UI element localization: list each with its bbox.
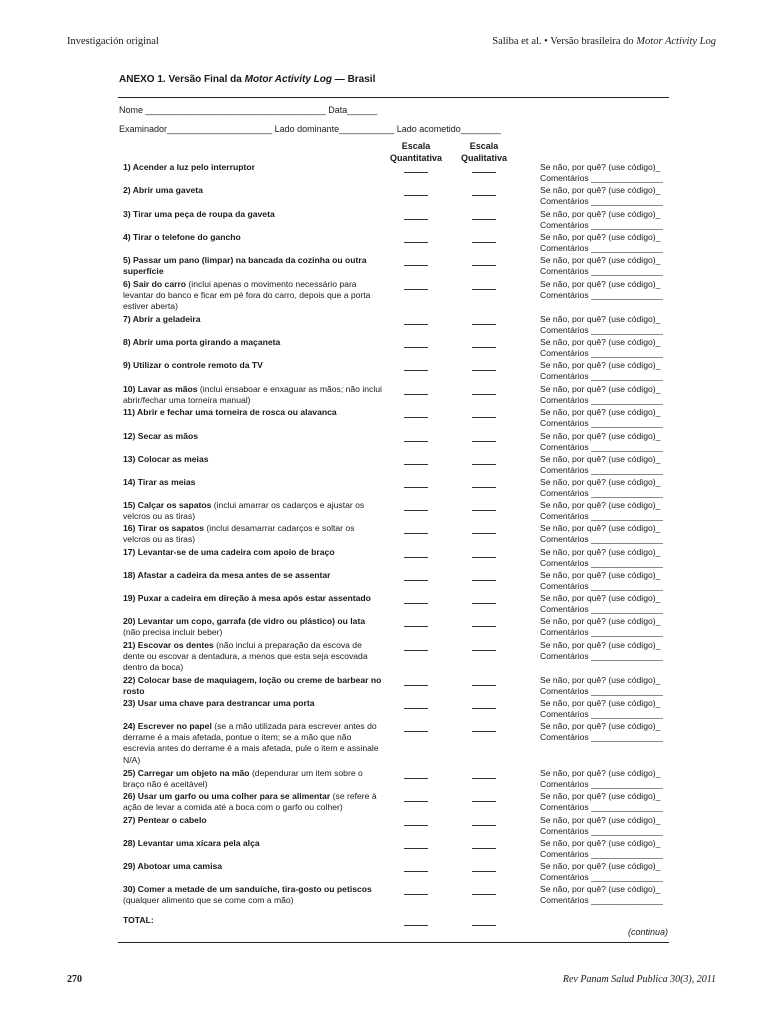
header-authors: Saliba et al. • Versão brasileira do <box>492 36 637 47</box>
item-10-note: (inclui ensaboar e enxaguar as mãos; não inclui abrir/fechar uma torneira manual) <box>123 384 382 406</box>
comments-field[interactable]: Comentários _______________ <box>540 686 663 697</box>
comments-field[interactable]: Comentários _______________ <box>540 290 663 301</box>
item-14-reason-comments[interactable] <box>540 477 663 499</box>
item-14 <box>123 477 383 488</box>
item-21-qualitative-blank[interactable] <box>472 650 496 651</box>
reason-code-field[interactable]: Se não, por quê? (use código)_ <box>540 523 661 533</box>
comments-field[interactable]: Comentários _______________ <box>540 826 663 837</box>
item-6-title: 6) Sair do carro <box>123 279 187 289</box>
item-4-title: 4) Tirar o telefone do gancho <box>123 232 241 242</box>
item-26-note: (se refere à ação de levar a comida até a boca com o garfo ou colher) <box>123 791 377 813</box>
item-29-quantitative-blank[interactable] <box>404 871 428 872</box>
item-21-quantitative-blank[interactable] <box>404 650 428 651</box>
reason-code-field[interactable]: Se não, por quê? (use código)_ <box>540 337 661 347</box>
item-10-quantitative-blank[interactable] <box>404 394 428 395</box>
item-15-quantitative-blank[interactable] <box>404 510 428 511</box>
reason-code-field[interactable]: Se não, por quê? (use código)_ <box>540 861 661 871</box>
reason-code-field[interactable]: Se não, por quê? (use código)_ <box>540 640 661 650</box>
item-5 <box>123 255 383 277</box>
item-20-note: (não precisa incluir beber) <box>123 627 223 638</box>
item-21-note: (não inclui a preparação da escova de dente ou escovar a dentadura, a menos que esta seja escovada dentro da boca) <box>123 640 368 673</box>
item-18-quantitative-blank[interactable] <box>404 580 428 581</box>
item-17-quantitative-blank[interactable] <box>404 557 428 558</box>
reason-code-field[interactable]: Se não, por quê? (use código)_ <box>540 431 661 441</box>
item-11-reason-comments[interactable] <box>540 407 663 429</box>
item-8-quantitative-blank[interactable] <box>404 347 428 348</box>
reason-code-field[interactable]: Se não, por quê? (use código)_ <box>540 838 661 848</box>
top-rule <box>118 97 669 98</box>
comments-field[interactable]: Comentários _______________ <box>540 802 663 813</box>
annex-title-italic: Motor Activity Log <box>244 74 333 85</box>
item-25-qualitative-blank[interactable] <box>472 778 496 779</box>
column-header-quantitative <box>384 140 448 164</box>
reason-code-field[interactable]: Se não, por quê? (use código)_ <box>540 454 661 464</box>
reason-code-field[interactable]: Se não, por quê? (use código)_ <box>540 698 661 708</box>
reason-code-field[interactable]: Se não, por quê? (use código)_ <box>540 570 661 580</box>
item-7-qualitative-blank[interactable] <box>472 324 496 325</box>
column-header-qualitative-line2: Qualitativa <box>460 153 507 163</box>
item-8 <box>123 337 383 348</box>
item-15-note: (inclui amarrar os cadarços e ajustar os velcros ou as tiras) <box>123 500 365 522</box>
comments-field[interactable]: Comentários _______________ <box>540 243 663 254</box>
item-10 <box>123 384 383 406</box>
item-21 <box>123 640 383 674</box>
item-16-qualitative-blank[interactable] <box>472 533 496 534</box>
item-27-qualitative-blank[interactable] <box>472 825 496 826</box>
item-9-title: 9) Utilizar o controle remoto da TV <box>123 360 263 370</box>
item-16 <box>123 523 383 545</box>
total-quantitative-blank[interactable] <box>404 925 428 926</box>
item-5-qualitative-blank[interactable] <box>472 265 496 266</box>
item-13-title: 13) Colocar as meias <box>123 454 209 464</box>
item-10-qualitative-blank[interactable] <box>472 394 496 395</box>
item-14-qualitative-blank[interactable] <box>472 487 496 488</box>
comments-field[interactable]: Comentários _______________ <box>540 627 663 638</box>
item-5-quantitative-blank[interactable] <box>404 265 428 266</box>
comments-field[interactable]: Comentários _______________ <box>540 604 663 615</box>
item-3-reason-comments[interactable] <box>540 209 663 231</box>
item-24-reason-comments[interactable] <box>540 721 663 743</box>
item-26-qualitative-blank[interactable] <box>472 801 496 802</box>
continued-note: (continua) <box>627 927 668 937</box>
item-12-quantitative-blank[interactable] <box>404 441 428 442</box>
item-27-quantitative-blank[interactable] <box>404 825 428 826</box>
item-18-reason-comments[interactable] <box>540 570 663 592</box>
item-7-quantitative-blank[interactable] <box>404 324 428 325</box>
item-12-reason-comments[interactable] <box>540 431 663 453</box>
item-21-title: 21) Escovar os dentes <box>123 640 214 650</box>
column-header-quantitative-line2: Quantitativa <box>389 153 442 163</box>
comments-field[interactable]: Comentários _______________ <box>540 220 663 231</box>
item-24-note: (se a mão utilizada para escrever antes do derrame é a mais afetada, pontue o item; se a mão que não escrevia antes do derrame é a mais afetada, pule o item e assinale N/A) <box>123 721 379 765</box>
item-24-title: 24) Escrever no papel <box>123 721 212 731</box>
item-1-title: 1) Acender a luz pelo interruptor <box>123 162 255 172</box>
item-16-note: (inclui desamarrar cadarços e soltar os velcros ou as tiras) <box>123 523 355 545</box>
item-27-reason-comments[interactable] <box>540 815 663 837</box>
item-2-reason-comments[interactable] <box>540 185 663 207</box>
item-19-quantitative-blank[interactable] <box>404 603 428 604</box>
reason-code-field[interactable]: Se não, por quê? (use código)_ <box>540 721 661 731</box>
item-19 <box>123 593 383 604</box>
total-label-text: TOTAL: <box>123 915 154 925</box>
journal-citation: Rev Panam Salud Publica 30(3), 2011 <box>562 974 716 985</box>
item-2-title: 2) Abrir uma gaveta <box>123 185 203 195</box>
item-24 <box>123 721 383 766</box>
comments-field[interactable]: Comentários _______________ <box>540 732 663 743</box>
comments-field[interactable]: Comentários _______________ <box>540 872 663 883</box>
total-label <box>123 915 383 926</box>
item-13-reason-comments[interactable] <box>540 454 663 476</box>
column-header-qualitative <box>452 140 516 164</box>
reason-code-field[interactable]: Se não, por quê? (use código)_ <box>540 675 661 685</box>
item-20 <box>123 616 383 638</box>
comments-field[interactable]: Comentários _______________ <box>540 196 663 207</box>
item-4-qualitative-blank[interactable] <box>472 242 496 243</box>
item-23 <box>123 698 383 709</box>
item-29 <box>123 861 383 872</box>
comments-field[interactable]: Comentários _______________ <box>540 651 663 662</box>
item-26-reason-comments[interactable] <box>540 791 663 813</box>
item-25-title: 25) Carregar um objeto na mão <box>123 768 250 778</box>
item-16-quantitative-blank[interactable] <box>404 533 428 534</box>
comments-field[interactable]: Comentários _______________ <box>540 325 663 336</box>
item-9 <box>123 360 383 371</box>
comments-field[interactable]: Comentários _______________ <box>540 534 663 545</box>
comments-field[interactable]: Comentários _______________ <box>540 395 663 406</box>
item-1-quantitative-blank[interactable] <box>404 172 428 173</box>
comments-field[interactable]: Comentários _______________ <box>540 849 663 860</box>
reason-code-field[interactable]: Se não, por quê? (use código)_ <box>540 209 661 219</box>
item-1 <box>123 162 383 173</box>
item-12 <box>123 431 383 442</box>
item-10-reason-comments[interactable] <box>540 384 663 406</box>
reason-code-field[interactable]: Se não, por quê? (use código)_ <box>540 232 661 242</box>
item-26-quantitative-blank[interactable] <box>404 801 428 802</box>
comments-field[interactable]: Comentários _______________ <box>540 442 663 453</box>
item-15 <box>123 500 383 522</box>
reason-code-field[interactable]: Se não, por quê? (use código)_ <box>540 616 661 626</box>
item-27 <box>123 815 383 826</box>
item-25 <box>123 768 383 790</box>
item-3-quantitative-blank[interactable] <box>404 219 428 220</box>
total-qualitative-blank[interactable] <box>472 925 496 926</box>
item-15-qualitative-blank[interactable] <box>472 510 496 511</box>
item-8-reason-comments[interactable] <box>540 337 663 359</box>
item-17 <box>123 547 383 558</box>
comments-field[interactable]: Comentários _______________ <box>540 418 663 429</box>
item-22-qualitative-blank[interactable] <box>472 685 496 686</box>
item-13-qualitative-blank[interactable] <box>472 464 496 465</box>
item-8-title: 8) Abrir uma porta girando a maçaneta <box>123 337 281 347</box>
item-6-quantitative-blank[interactable] <box>404 289 428 290</box>
item-25-note: (dependurar um item sobre o braço não é aceitável) <box>123 768 363 790</box>
running-header-left: Investigación original <box>67 36 159 47</box>
reason-code-field[interactable]: Se não, por quê? (use código)_ <box>540 884 661 894</box>
item-8-qualitative-blank[interactable] <box>472 347 496 348</box>
item-26-title: 26) Usar um garfo ou uma colher para se alimentar <box>123 791 331 801</box>
reason-code-field[interactable]: Se não, por quê? (use código)_ <box>540 407 661 417</box>
item-17-qualitative-blank[interactable] <box>472 557 496 558</box>
item-9-reason-comments[interactable] <box>540 360 663 382</box>
reason-code-field[interactable]: Se não, por quê? (use código)_ <box>540 547 661 557</box>
reason-code-field[interactable]: Se não, por quê? (use código)_ <box>540 185 661 195</box>
item-28-reason-comments[interactable] <box>540 838 663 860</box>
item-29-title: 29) Abotoar uma camisa <box>123 861 223 871</box>
item-25-quantitative-blank[interactable] <box>404 778 428 779</box>
item-24-quantitative-blank[interactable] <box>404 731 428 732</box>
bottom-rule <box>118 942 669 943</box>
reason-code-field[interactable]: Se não, por quê? (use código)_ <box>540 384 661 394</box>
reason-code-field[interactable]: Se não, por quê? (use código)_ <box>540 314 661 324</box>
item-12-title: 12) Secar as mãos <box>123 431 199 441</box>
item-11-qualitative-blank[interactable] <box>472 417 496 418</box>
item-23-title: 23) Usar uma chave para destrancar uma porta <box>123 698 315 708</box>
item-14-quantitative-blank[interactable] <box>404 487 428 488</box>
item-2-qualitative-blank[interactable] <box>472 195 496 196</box>
comments-field[interactable]: Comentários _______________ <box>540 511 663 522</box>
comments-field[interactable]: Comentários _______________ <box>540 558 663 569</box>
item-6-note: (inclui apenas o movimento necessário para levantar do banco e ficar em pé fora do carro, depois que a porta estiver aberta) <box>123 279 371 312</box>
item-3-title: 3) Tirar uma peça de roupa da gaveta <box>123 209 275 219</box>
running-header-right <box>492 36 716 47</box>
reason-code-field[interactable]: Se não, por quê? (use código)_ <box>540 255 661 265</box>
item-23-qualitative-blank[interactable] <box>472 708 496 709</box>
comments-field[interactable]: Comentários _______________ <box>540 465 663 476</box>
annex-prefix: ANEXO 1. Versão Final da <box>119 74 245 85</box>
item-7 <box>123 314 383 325</box>
item-6-qualitative-blank[interactable] <box>472 289 496 290</box>
item-14-title: 14) Tirar as meias <box>123 477 196 487</box>
item-15-title: 15) Calçar os sapatos <box>123 500 212 510</box>
reason-code-field[interactable]: Se não, por quê? (use código)_ <box>540 815 661 825</box>
item-22-quantitative-blank[interactable] <box>404 685 428 686</box>
column-header-qualitative-line1: Escala <box>469 141 499 151</box>
reason-code-field[interactable]: Se não, por quê? (use código)_ <box>540 768 661 778</box>
item-10-title: 10) Lavar as mãos <box>123 384 198 394</box>
item-18 <box>123 570 383 581</box>
item-4-reason-comments[interactable] <box>540 232 663 254</box>
item-6-reason-comments[interactable] <box>540 279 663 301</box>
item-23-reason-comments[interactable] <box>540 698 663 720</box>
item-29-qualitative-blank[interactable] <box>472 871 496 872</box>
comments-field[interactable]: Comentários _______________ <box>540 371 663 382</box>
comments-field[interactable]: Comentários _______________ <box>540 266 663 277</box>
item-13-quantitative-blank[interactable] <box>404 464 428 465</box>
item-25-reason-comments[interactable] <box>540 768 663 790</box>
item-20-reason-comments[interactable] <box>540 616 663 638</box>
reason-code-field[interactable]: Se não, por quê? (use código)_ <box>540 360 661 370</box>
reason-code-field[interactable]: Se não, por quê? (use código)_ <box>540 500 661 510</box>
item-28-qualitative-blank[interactable] <box>472 848 496 849</box>
item-3 <box>123 209 383 220</box>
item-1-reason-comments[interactable] <box>540 162 663 184</box>
item-30-quantitative-blank[interactable] <box>404 894 428 895</box>
item-3-qualitative-blank[interactable] <box>472 219 496 220</box>
reason-code-field[interactable]: Se não, por quê? (use código)_ <box>540 279 661 289</box>
item-12-qualitative-blank[interactable] <box>472 441 496 442</box>
column-header-quantitative-line1: Escala <box>401 141 431 151</box>
item-18-qualitative-blank[interactable] <box>472 580 496 581</box>
page-number: 270 <box>67 974 82 985</box>
name-date-line: Nome ____________________________________ Data______ <box>119 105 378 115</box>
item-23-quantitative-blank[interactable] <box>404 708 428 709</box>
item-17-title: 17) Levantar-se de uma cadeira com apoio de braço <box>123 547 335 557</box>
item-9-quantitative-blank[interactable] <box>404 370 428 371</box>
reason-code-field[interactable]: Se não, por quê? (use código)_ <box>540 477 661 487</box>
item-22-reason-comments[interactable] <box>540 675 663 697</box>
comments-field[interactable]: Comentários _______________ <box>540 895 663 906</box>
item-18-title: 18) Afastar a cadeira da mesa antes de se assentar <box>123 570 331 580</box>
item-28-quantitative-blank[interactable] <box>404 848 428 849</box>
item-27-title: 27) Pentear o cabelo <box>123 815 207 825</box>
comments-field[interactable]: Comentários _______________ <box>540 348 663 359</box>
item-20-qualitative-blank[interactable] <box>472 626 496 627</box>
item-2 <box>123 185 383 196</box>
item-9-qualitative-blank[interactable] <box>472 370 496 371</box>
item-11-title: 11) Abrir e fechar uma torneira de rosca ou alavanca <box>123 407 337 417</box>
item-2-quantitative-blank[interactable] <box>404 195 428 196</box>
item-16-reason-comments[interactable] <box>540 523 663 545</box>
item-17-reason-comments[interactable] <box>540 547 663 569</box>
comments-field[interactable]: Comentários _______________ <box>540 709 663 720</box>
item-7-reason-comments[interactable] <box>540 314 663 336</box>
item-16-title: 16) Tirar os sapatos <box>123 523 205 533</box>
reason-code-field[interactable]: Se não, por quê? (use código)_ <box>540 791 661 801</box>
item-22 <box>123 675 383 697</box>
item-4-quantitative-blank[interactable] <box>404 242 428 243</box>
comments-field[interactable]: Comentários _______________ <box>540 581 663 592</box>
reason-code-field[interactable]: Se não, por quê? (use código)_ <box>540 593 661 603</box>
item-30 <box>123 884 383 906</box>
item-15-reason-comments[interactable] <box>540 500 663 522</box>
item-30-title: 30) Comer a metade de um sanduíche, tira-gosto ou petiscos <box>123 884 372 894</box>
item-11-quantitative-blank[interactable] <box>404 417 428 418</box>
item-24-qualitative-blank[interactable] <box>472 731 496 732</box>
item-30-note: (qualquer alimento que se come com a mão) <box>123 895 294 906</box>
item-30-qualitative-blank[interactable] <box>472 894 496 895</box>
item-1-qualitative-blank[interactable] <box>472 172 496 173</box>
reason-code-field[interactable]: Se não, por quê? (use código)_ <box>540 162 661 172</box>
item-28 <box>123 838 383 849</box>
examiner-line: Examinador_____________________ Lado dominante___________ Lado acometido________ <box>119 124 501 134</box>
item-19-reason-comments[interactable] <box>540 593 663 615</box>
item-5-title: 5) Passar um pano (limpar) na bancada da cozinha ou outra superfície <box>123 255 367 277</box>
item-22-title: 22) Colocar base de maquiagem, loção ou creme de barbear no rosto <box>123 675 382 697</box>
item-28-title: 28) Levantar uma xícara pela alça <box>123 838 260 848</box>
item-13 <box>123 454 383 465</box>
item-21-reason-comments[interactable] <box>540 640 663 662</box>
item-29-reason-comments[interactable] <box>540 861 663 883</box>
comments-field[interactable]: Comentários _______________ <box>540 488 663 499</box>
item-20-quantitative-blank[interactable] <box>404 626 428 627</box>
annex-suffix: — Brasil <box>332 74 376 85</box>
item-5-reason-comments[interactable] <box>540 255 663 277</box>
item-19-title: 19) Puxar a cadeira em direção à mesa após estar assentado <box>123 593 371 603</box>
item-19-qualitative-blank[interactable] <box>472 603 496 604</box>
item-30-reason-comments[interactable] <box>540 884 663 906</box>
annex-title <box>119 74 375 85</box>
item-6 <box>123 279 383 313</box>
item-26 <box>123 791 383 813</box>
item-4 <box>123 232 383 243</box>
item-7-title: 7) Abrir a geladeira <box>123 314 201 324</box>
item-11 <box>123 407 383 418</box>
item-20-title: 20) Levantar um copo, garrafa (de vidro ou plástico) ou lata <box>123 616 366 626</box>
comments-field[interactable]: Comentários _______________ <box>540 173 663 184</box>
header-title: Motor Activity Log <box>636 36 716 47</box>
comments-field[interactable]: Comentários _______________ <box>540 779 663 790</box>
